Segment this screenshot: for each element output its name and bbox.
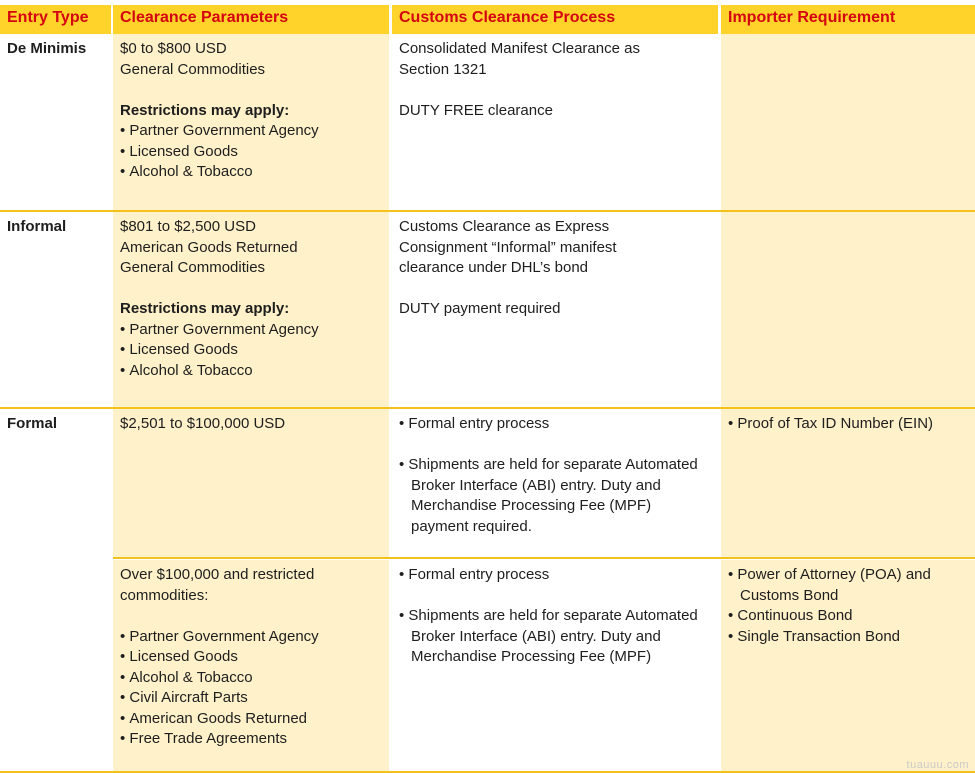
restriction-item: • American Goods Returned — [120, 709, 382, 730]
row1-entry-type — [0, 34, 111, 210]
param-line: $0 to $800 USD — [120, 40, 227, 57]
param-line: $2,501 to $100,000 USD — [120, 415, 286, 432]
restriction-item: • Licensed Goods — [120, 142, 382, 163]
restriction-item: • Licensed Goods — [120, 647, 382, 668]
restriction-item: • Alcohol & Tobacco — [120, 361, 382, 382]
process-line: Consolidated Manifest Clearance as — [399, 40, 640, 57]
row1-customs-process — [392, 34, 718, 210]
restriction-item: • Partner Government Agency — [120, 627, 382, 648]
entry-type-label: Formal — [7, 415, 58, 432]
param-line: $801 to $2,500 USD — [120, 218, 256, 235]
header-label: Importer Requirement — [728, 9, 896, 26]
header-clearance-parameters — [113, 5, 389, 34]
param-line: American Goods Returned — [120, 238, 298, 256]
process-bullet: • Formal entry process — [399, 565, 711, 586]
row3-entry-type — [0, 409, 111, 771]
restrictions-heading: Restrictions may apply: — [120, 101, 290, 119]
restriction-item: • Civil Aircraft Parts — [120, 688, 382, 709]
row-divider — [113, 557, 975, 559]
row2-customs-process — [392, 212, 718, 407]
row3-customs-process — [392, 409, 718, 557]
param-line: General Commodities — [120, 259, 266, 276]
row2-entry-type — [0, 212, 111, 407]
process-bullet: • Formal entry process — [399, 414, 711, 435]
header-importer-requirement — [721, 5, 975, 34]
row2-importer-requirement — [721, 212, 975, 407]
header-entry-type — [0, 5, 111, 34]
param-line: Over $100,000 and restricted — [120, 566, 315, 583]
restriction-item: • Free Trade Agreements — [120, 729, 382, 750]
row3-clearance-parameters — [113, 409, 389, 557]
restriction-item: • Alcohol & Tobacco — [120, 162, 382, 183]
importer-bullet: • Power of Attorney (POA) and Customs Bond — [728, 565, 955, 606]
importer-bullet: • Single Transaction Bond — [728, 627, 968, 648]
row4-clearance-parameters — [113, 560, 389, 771]
importer-bullet: • Proof of Tax ID Number (EIN) — [728, 414, 968, 435]
restriction-item: • Partner Government Agency — [120, 320, 382, 341]
row2-clearance-parameters — [113, 212, 389, 407]
restriction-item: • Alcohol & Tobacco — [120, 668, 382, 689]
importer-bullet: • Continuous Bond — [728, 606, 968, 627]
process-note: DUTY payment required — [399, 300, 561, 317]
entry-type-label: De Minimis — [7, 40, 87, 57]
header-label: Entry Type — [7, 9, 89, 26]
row1-importer-requirement — [721, 34, 975, 210]
entry-type-label: Informal — [7, 218, 67, 235]
header-label: Clearance Parameters — [120, 9, 289, 26]
row-divider — [0, 210, 975, 212]
restrictions-heading: Restrictions may apply: — [120, 300, 290, 317]
restriction-item: • Partner Government Agency — [120, 121, 382, 142]
process-line: Customs Clearance as Express — [399, 218, 610, 235]
param-line: General Commodities — [120, 60, 266, 78]
process-line: clearance under DHL’s bond — [399, 259, 589, 276]
process-line: Section 1321 — [399, 60, 487, 78]
process-bullet: • Shipments are held for separate Automated Broker Interface (ABI) entry. Duty and Merchandise Processing Fee (MPF) — [399, 606, 711, 668]
restriction-item: • Licensed Goods — [120, 340, 382, 361]
row4-customs-process — [392, 560, 718, 771]
header-label: Customs Clearance Process — [399, 9, 616, 26]
row3-importer-requirement — [721, 409, 975, 557]
row1-clearance-parameters — [113, 34, 389, 210]
process-bullet: • Shipments are held for separate Automated Broker Interface (ABI) entry. Duty and Merchandise Processing Fee (MPF) payment required. — [399, 455, 711, 537]
row-divider — [0, 407, 975, 409]
process-note: DUTY FREE clearance — [399, 101, 553, 119]
header-customs-process — [392, 5, 718, 34]
process-line: Consignment “Informal” manifest — [399, 238, 617, 256]
param-line: commodities: — [120, 586, 209, 604]
row4-importer-requirement — [721, 560, 975, 771]
watermark: tuauuu.com — [906, 759, 969, 771]
